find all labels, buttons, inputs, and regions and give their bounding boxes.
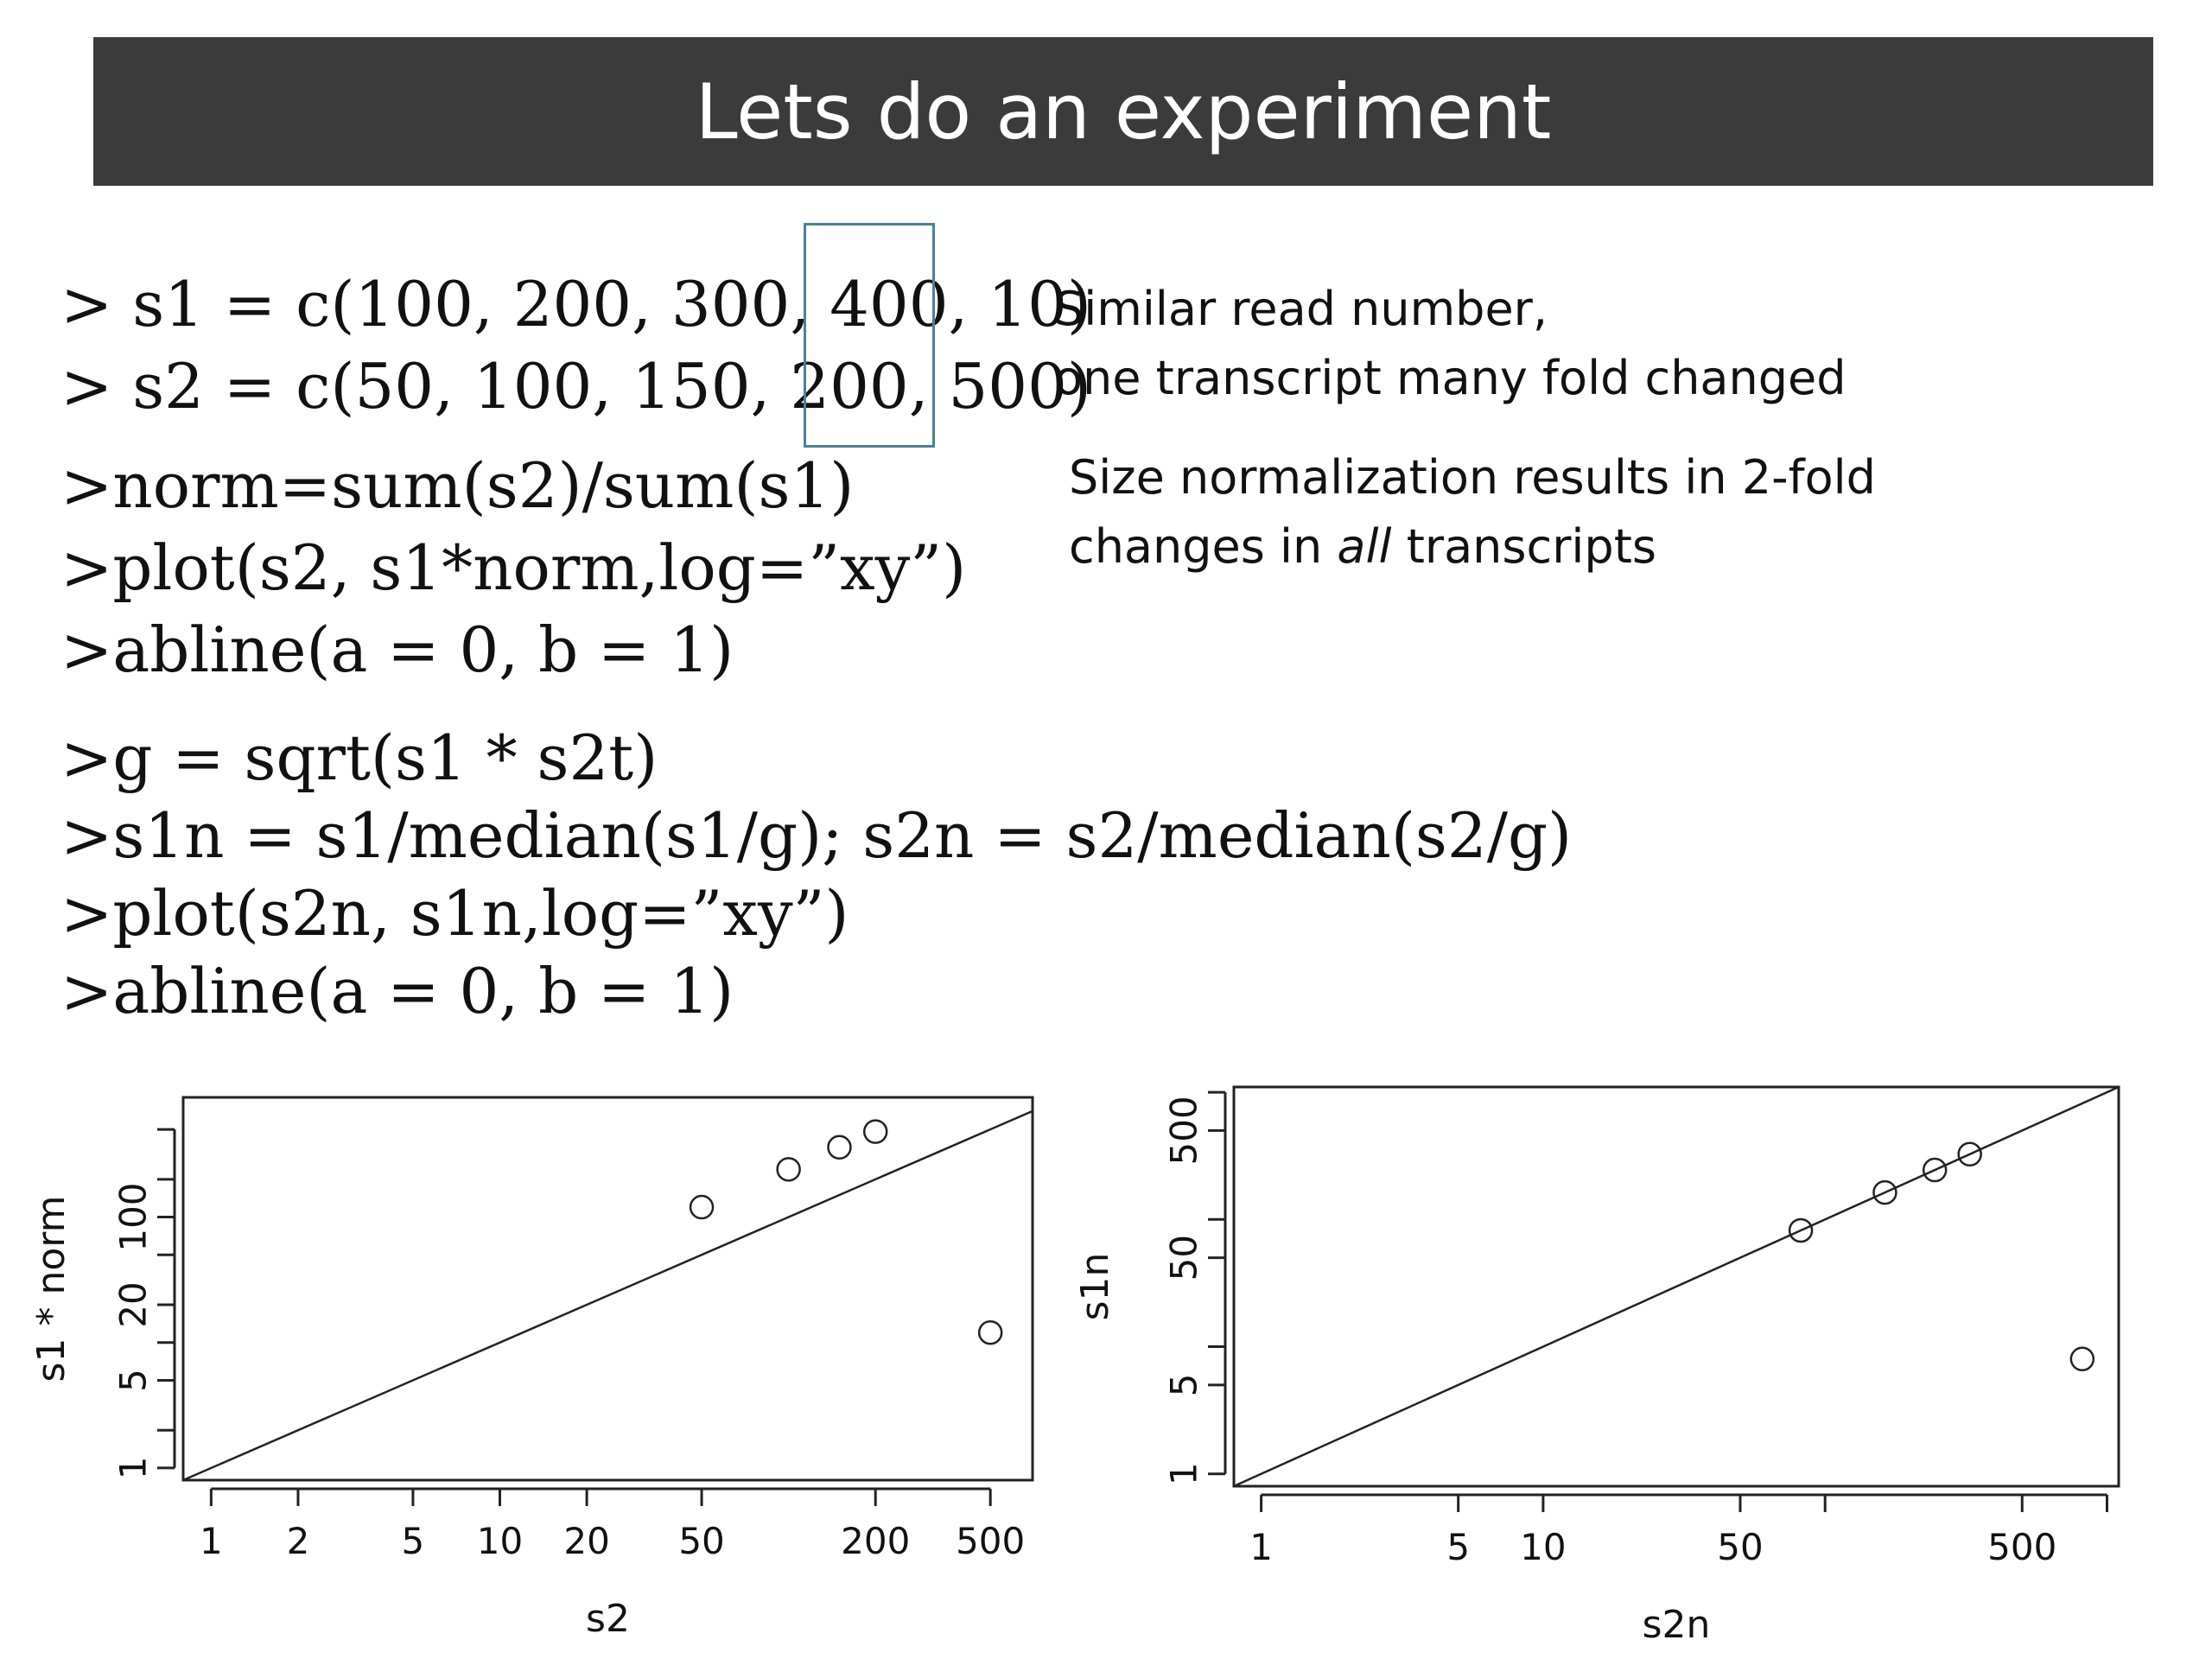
note2-line1: Size normalization results in 2-fold — [1069, 450, 1876, 505]
code-line-6: >g = sqrt(s1 * s2t) — [60, 721, 658, 794]
code-line-1: > s1 = c(100, 200, 300, 400, 10) — [60, 268, 1091, 340]
code-line-4: >plot(s2, s1*norm,log=”xy”) — [60, 531, 967, 604]
x-tick-label: 1 — [1249, 1526, 1273, 1568]
x-axis-title: s2 — [586, 1597, 630, 1641]
slide-title: Lets do an experiment — [695, 67, 1552, 156]
y-tick-label: 5 — [1162, 1373, 1205, 1397]
x-tick-label: 5 — [1446, 1526, 1471, 1568]
scatter-plot-s2n-vs-s1n — [1054, 1063, 2212, 1659]
note2-line2-pre: changes in — [1069, 519, 1338, 574]
scatter-plot-s2-vs-s1norm — [0, 1063, 1071, 1659]
code-line-2: > s2 = c(50, 100, 150, 200, 500) — [60, 350, 1091, 423]
y-tick-label: 5 — [111, 1369, 155, 1392]
code-line-8: >plot(s2n, s1n,log=”xy”) — [60, 877, 849, 950]
x-tick-label: 1 — [200, 1520, 223, 1562]
y-tick-label: 1 — [111, 1456, 155, 1480]
x-tick-label: 200 — [841, 1520, 911, 1562]
note-size-normalization — [1069, 443, 1876, 582]
abline — [183, 1111, 1033, 1480]
x-axis-title: s2n — [1642, 1603, 1711, 1647]
x-tick-label: 20 — [563, 1520, 610, 1562]
note2-line2 — [1069, 512, 1876, 582]
y-tick-label: 50 — [1162, 1234, 1205, 1281]
y-axis-title: s1n — [1073, 1252, 1117, 1321]
abline — [1234, 1087, 2119, 1486]
x-tick-label: 2 — [286, 1520, 310, 1562]
code-line-5: >abline(a = 0, b = 1) — [60, 613, 734, 686]
note-similar-read-number — [1054, 275, 1847, 413]
y-tick-label: 100 — [111, 1182, 155, 1252]
note2-line2-post: transcripts — [1391, 519, 1656, 574]
note2-line2-emphasis: all — [1337, 519, 1392, 574]
x-tick-label: 50 — [1717, 1526, 1764, 1568]
x-tick-label: 5 — [401, 1520, 425, 1562]
y-tick-label: 1 — [1162, 1462, 1205, 1486]
data-point — [979, 1321, 1001, 1344]
note1-line2: one transcript many fold changed — [1054, 351, 1847, 405]
note1-line1: Similar read number, — [1054, 282, 1548, 336]
code-line-7: >s1n = s1/median(s1/g); s2n = s2/median(s2/g) — [60, 799, 1573, 872]
slide-title-bar — [93, 37, 2153, 186]
x-tick-label: 500 — [1987, 1526, 2057, 1568]
y-tick-label: 500 — [1162, 1096, 1205, 1166]
code-line-3: >norm=sum(s2)/sum(s1) — [60, 449, 855, 522]
x-tick-label: 50 — [678, 1520, 725, 1562]
x-tick-label: 500 — [956, 1520, 1026, 1562]
code-line-9: >abline(a = 0, b = 1) — [60, 955, 734, 1027]
data-point — [778, 1158, 800, 1180]
x-tick-label: 10 — [476, 1520, 524, 1562]
highlight-box — [804, 223, 935, 448]
plot-frame — [183, 1097, 1033, 1480]
y-axis-title: s1 * norm — [29, 1195, 73, 1382]
x-tick-label: 10 — [1520, 1526, 1567, 1568]
data-point — [864, 1121, 887, 1143]
data-point — [690, 1196, 713, 1218]
y-tick-label: 20 — [111, 1281, 155, 1328]
data-point — [2071, 1348, 2094, 1370]
data-point — [828, 1136, 850, 1159]
